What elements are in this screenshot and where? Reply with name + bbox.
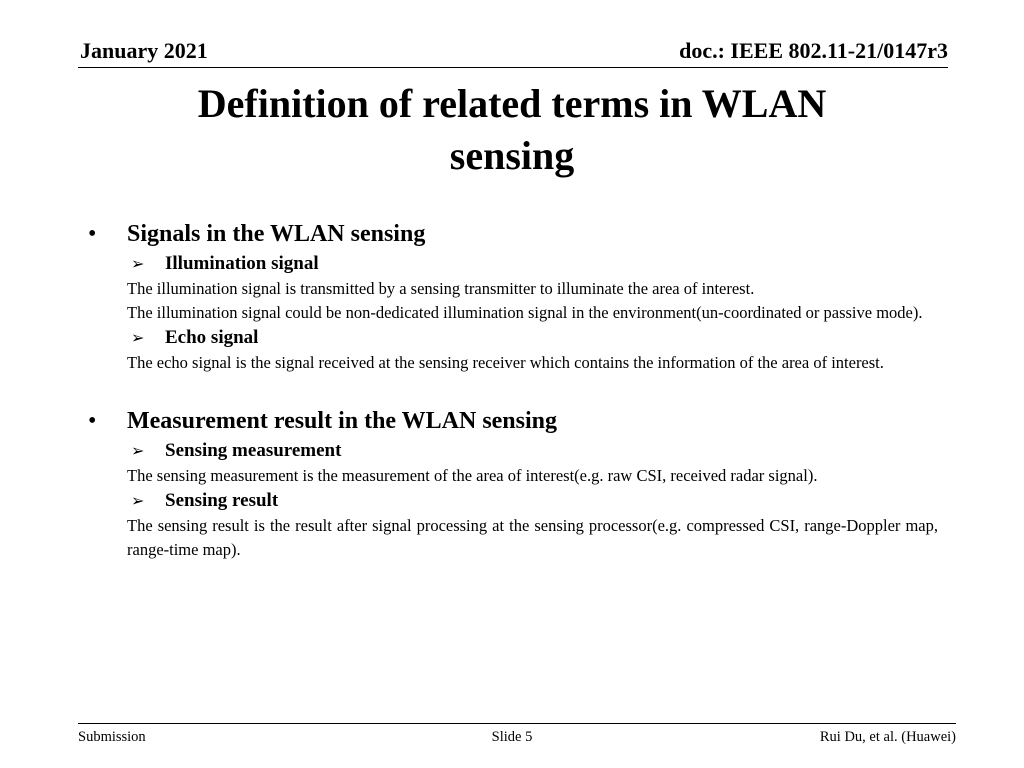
footer-slide-number: Slide 5 xyxy=(491,729,533,745)
header-divider xyxy=(78,67,948,68)
subsection-heading-text: Sensing result xyxy=(165,490,279,511)
subsection-heading-text: Echo signal xyxy=(165,327,259,348)
footer-submission: Submission xyxy=(78,729,146,745)
subsection-heading xyxy=(127,488,938,514)
bullet-icon: • xyxy=(88,221,97,247)
section-heading xyxy=(84,405,938,437)
footer-author: Rui Du, et al. (Huawei) xyxy=(819,729,956,745)
subsection-heading-text: Sensing measurement xyxy=(165,439,342,461)
paragraph: The illumination signal could be non-dedicated illumination signal in the environment(un-coordinated or passive mode). xyxy=(127,302,923,322)
footer-divider xyxy=(78,723,956,724)
paragraph: The sensing measurement is the measurement of the area of interest(e.g. raw CSI, received radar signal). xyxy=(127,465,818,485)
paragraph: The illumination signal is transmitted by a sensing transmitter to illuminate the area of interest. xyxy=(127,279,755,298)
section-heading-text: Measurement result in the WLAN sensing xyxy=(127,407,558,434)
section-signals xyxy=(84,218,938,375)
header-doc-id: doc.: IEEE 802.11-21/0147r3 xyxy=(679,38,948,63)
subsection-echo-signal xyxy=(84,325,938,375)
slide-title xyxy=(100,78,924,182)
arrow-bullet-icon: ➢ xyxy=(131,440,145,460)
section-heading xyxy=(84,218,938,250)
slide-body xyxy=(84,218,938,561)
subsection-sensing-result xyxy=(84,488,938,561)
section-measurement-result xyxy=(84,405,938,562)
arrow-bullet-icon: ➢ xyxy=(131,491,145,510)
subsection-heading-text: Illumination signal xyxy=(165,253,319,274)
paragraph: The sensing result is the result after signal processing at the sensing processor(e.g. compressed CSI, range-Doppler map, range-time map). xyxy=(127,516,938,559)
section-heading-text: Signals in the WLAN sensing xyxy=(127,221,426,247)
subsection-sensing-measurement xyxy=(84,438,938,488)
subsection-heading xyxy=(127,325,938,351)
slide-title-line-1: Definition of related terms in WLAN xyxy=(197,81,827,126)
subsection-illumination-signal xyxy=(84,251,938,324)
arrow-bullet-icon: ➢ xyxy=(131,328,145,347)
subsection-heading xyxy=(127,251,938,277)
subsection-heading xyxy=(127,438,938,464)
slide-title-line-2: sensing xyxy=(449,133,575,178)
bullet-icon: • xyxy=(88,407,97,434)
arrow-bullet-icon: ➢ xyxy=(131,254,145,273)
header-date: January 2021 xyxy=(80,38,208,63)
paragraph: The echo signal is the signal received at the sensing receiver which contains the information of the area of interest. xyxy=(127,353,884,372)
